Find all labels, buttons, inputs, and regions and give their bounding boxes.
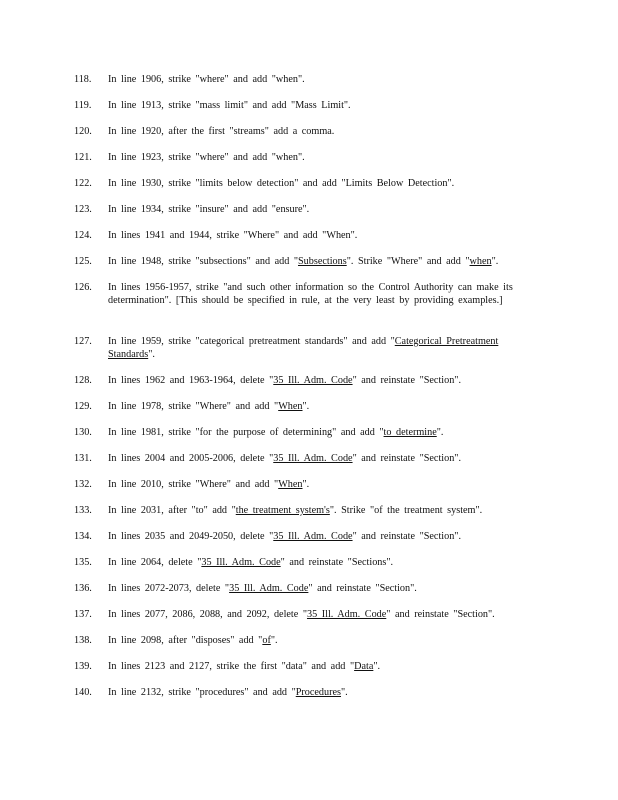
item-text — [108, 426, 544, 439]
item-number: 120. — [74, 126, 92, 137]
item-text — [108, 634, 544, 647]
text-segment: In line 1923, strike "where" and add "when". — [108, 152, 305, 163]
text-segment: In line 1978, strike "Where" and add " — [108, 401, 279, 412]
underlined-text: 35 Ill. Adm. Code — [273, 531, 353, 542]
item-number: 129. — [74, 401, 92, 412]
underlined-text: When — [278, 401, 303, 412]
item-number: 133. — [74, 505, 92, 516]
item-number: 119. — [74, 100, 92, 111]
item-text — [108, 177, 544, 190]
text-segment: In line 1906, strike "where" and add "when". — [108, 74, 305, 85]
item-text — [108, 582, 544, 595]
text-segment: In lines 2072-2073, delete " — [108, 583, 230, 594]
item-number: 131. — [74, 453, 92, 464]
text-segment: ". — [302, 479, 310, 490]
text-segment: In line 1934, strike "insure" and add "ensure". — [108, 204, 310, 215]
text-segment: In line 1913, strike "mass limit" and add "Mass Limit". — [108, 100, 351, 111]
item-number: 121. — [74, 152, 92, 163]
text-segment: " and reinstate "Section". — [352, 531, 461, 542]
item-number: 138. — [74, 635, 92, 646]
item-number: 123. — [74, 204, 92, 215]
item-text — [108, 400, 544, 413]
text-segment: In lines 2123 and 2127, strike the first "data" and add " — [108, 661, 355, 672]
item-text — [108, 229, 544, 242]
text-segment: In line 1959, strike "categorical pretreatment standards" and add " — [108, 336, 395, 347]
item-text — [108, 660, 544, 673]
underlined-text: 35 Ill. Adm. Code — [273, 453, 353, 464]
item-number: 118. — [74, 74, 92, 85]
underlined-text: Data — [354, 661, 374, 672]
item-number: 136. — [74, 583, 92, 594]
text-segment: In lines 2004 and 2005-2006, delete " — [108, 453, 274, 464]
item-text — [108, 335, 544, 361]
text-segment: In line 2132, strike "procedures" and add " — [108, 687, 296, 698]
underlined-text: of — [262, 635, 271, 646]
text-segment: ". — [148, 349, 155, 360]
item-text — [108, 281, 544, 307]
item-number: 126. — [74, 282, 92, 293]
text-segment: " and reinstate "Sections". — [280, 557, 394, 568]
underlined-text: When — [278, 479, 303, 490]
text-segment: In lines 1941 and 1944, strike "Where" and add "When". — [108, 230, 358, 241]
text-segment: In line 1930, strike "limits below detection" and add "Limits Below Detection". — [108, 178, 455, 189]
item-number: 127. — [74, 336, 92, 347]
item-text — [108, 151, 544, 164]
item-text — [108, 504, 544, 517]
underlined-text: Subsections — [298, 256, 347, 267]
item-text — [108, 686, 544, 699]
item-number: 132. — [74, 479, 92, 490]
underlined-text: 35 Ill. Adm. Code — [229, 583, 309, 594]
text-segment: ". — [270, 635, 278, 646]
text-segment: In line 2064, delete " — [108, 557, 202, 568]
item-text — [108, 73, 544, 86]
item-number: 124. — [74, 230, 92, 241]
item-number: 134. — [74, 531, 92, 542]
item-number: 130. — [74, 427, 92, 438]
underlined-text: the treatment system's — [235, 505, 330, 516]
underlined-text: 35 Ill. Adm. Code — [201, 557, 281, 568]
text-segment: ". — [436, 427, 444, 438]
underlined-text: 35 Ill. Adm. Code — [273, 375, 353, 386]
item-text — [108, 203, 544, 216]
item-number: 122. — [74, 178, 92, 189]
item-number: 125. — [74, 256, 92, 267]
underlined-text: to determine — [383, 427, 437, 438]
item-number: 135. — [74, 557, 92, 568]
item-text — [108, 608, 544, 621]
text-segment: ". Strike "Where" and add " — [346, 256, 470, 267]
text-segment: In line 1981, strike "for the purpose of determining" and add " — [108, 427, 384, 438]
text-segment: ". Strike "of the treatment system". — [329, 505, 483, 516]
text-segment: ". — [302, 401, 310, 412]
item-text — [108, 255, 544, 268]
item-text — [108, 530, 544, 543]
underlined-text: Procedures — [295, 687, 341, 698]
text-segment: In lines 2077, 2086, 2088, and 2092, delete " — [108, 609, 307, 620]
item-number: 140. — [74, 687, 92, 698]
text-segment: In line 1920, after the first "streams" add a comma. — [108, 126, 335, 137]
text-segment: ". — [491, 256, 499, 267]
text-segment: " and reinstate "Section". — [308, 583, 417, 594]
text-segment: In line 1948, strike "subsections" and add " — [108, 256, 299, 267]
text-segment: " and reinstate "Section". — [352, 375, 461, 386]
text-segment: " and reinstate "Section". — [352, 453, 461, 464]
text-segment: In lines 1956-1957, strike "and such other information so the Control Authority can make its determination". [This should be specified in rule, at the very least by providing examples.] — [108, 282, 513, 306]
item-text — [108, 374, 544, 387]
text-segment: In line 2098, after "disposes" add " — [108, 635, 263, 646]
item-number: 139. — [74, 661, 92, 672]
item-text — [108, 556, 544, 569]
underlined-text: Categorical Pretreatment Standards — [108, 336, 499, 360]
item-text — [108, 452, 544, 465]
underlined-text: when — [469, 256, 492, 267]
item-text — [108, 99, 544, 112]
text-segment: In lines 1962 and 1963-1964, delete " — [108, 375, 274, 386]
item-number: 128. — [74, 375, 92, 386]
item-text — [108, 478, 544, 491]
item-number: 137. — [74, 609, 92, 620]
text-segment: In lines 2035 and 2049-2050, delete " — [108, 531, 274, 542]
text-segment: In line 2031, after "to" add " — [108, 505, 236, 516]
text-segment: ". — [373, 661, 381, 672]
underlined-text: 35 Ill. Adm. Code — [306, 609, 387, 620]
item-text — [108, 125, 544, 138]
text-segment: ". — [341, 687, 348, 698]
text-segment: In line 2010, strike "Where" and add " — [108, 479, 279, 490]
text-segment: " and reinstate "Section". — [386, 609, 495, 620]
